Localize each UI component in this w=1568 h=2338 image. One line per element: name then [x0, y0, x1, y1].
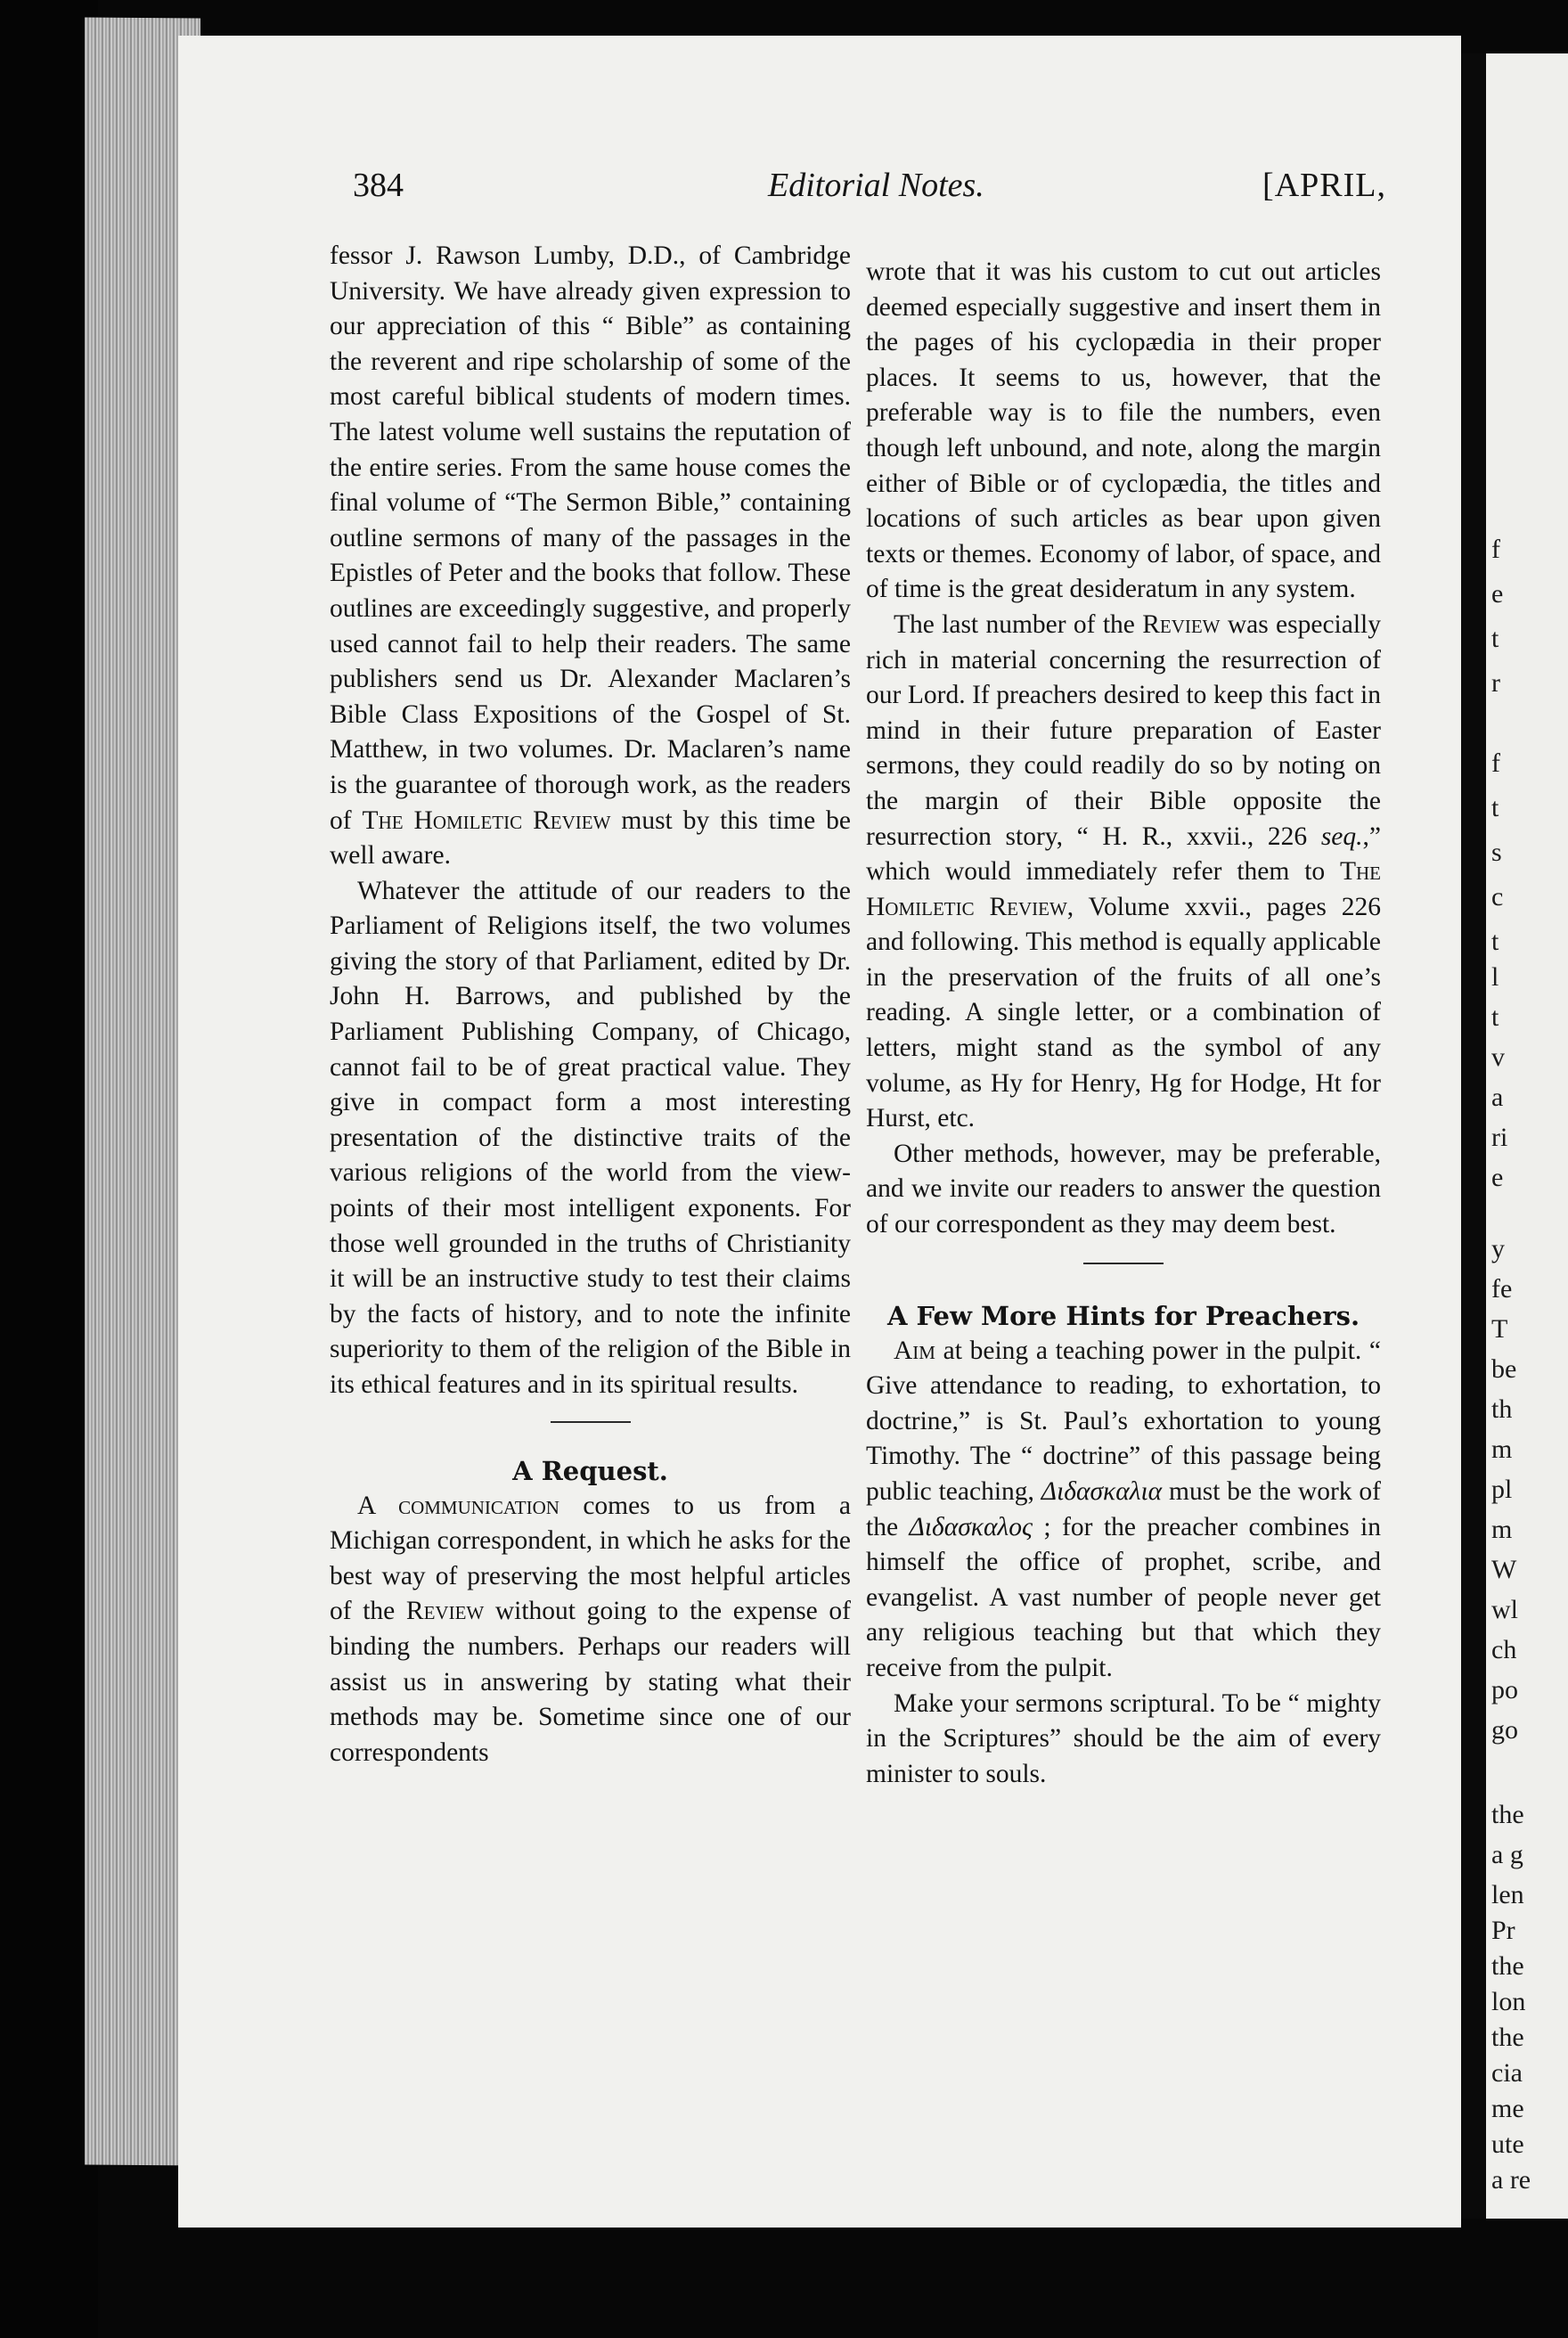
- facing-page-fragment: y: [1491, 1234, 1505, 1263]
- facing-page-fragment: fe: [1491, 1274, 1513, 1304]
- facing-page-fragment: be: [1491, 1354, 1517, 1384]
- section-divider: [551, 1421, 631, 1423]
- facing-page-fragment: a: [1491, 1083, 1504, 1112]
- journal-name: Review: [405, 1597, 485, 1626]
- paragraph: Aim at being a teaching power in the pulpit. “ Give attendance to reading, to exhortation, to doctrine,” is St. Paul’s exhortation to young Timothy. The “ doctrine” of this passage being public teaching, Διδασκαλια must be the work of the Διδασκαλος ; for the preacher combines in himself the office of prophet, scribe, and evangelist. A vast number of people never get any religious teaching but that which they receive from the pulpit.: [866, 1336, 1381, 1682]
- paragraph: fessor J. Rawson Lumby, D.D., of Cambridge University. We have already given expression to our appreciation of this “ Bible” as containing the reverent and ripe scholarship of some of the most careful biblical students of modern times. The latest volume well sustains the reputation of the entire series. From the same house comes the final volume of “The Sermon Bible,” containing outline sermons of many of the passages in the Epistles of Peter and the books that follow. These outlines are exceedingly suggestive, and properly used cannot fail to help their readers. The same publishers send us Dr. Alexander Maclaren’s Bible Class Expositions of the Gospel of St. Matthew, in two volumes. Dr. Maclaren’s name is the guarantee of thorough work, as the readers of The Homiletic Review must by this time be well aware.: [330, 241, 851, 871]
- journal-name: Review: [1142, 609, 1221, 639]
- facing-page-fragment: t: [1491, 927, 1499, 956]
- facing-page-fragment: T: [1491, 1314, 1508, 1344]
- greek-word: Διδασκαλια: [1041, 1477, 1163, 1506]
- paragraph: A communication comes to us from a Michigan correspondent, in which he asks for the best way of preserving the most helpful articles of the Review without going to the expense of binding the numbers. Perhaps our readers will assist us in answering by stating what their methods may be. Sometime since one of our correspondents: [330, 1491, 851, 1767]
- facing-page-fragment: m: [1491, 1515, 1513, 1544]
- facing-page-fragment: pl: [1491, 1475, 1513, 1504]
- facing-page-fragment: c: [1491, 882, 1504, 911]
- running-head: [353, 166, 1386, 210]
- section-divider: [1083, 1263, 1164, 1264]
- dark-background-left: [0, 0, 98, 2338]
- page-number: 384: [353, 167, 404, 204]
- facing-page-fragment: the: [1491, 1800, 1524, 1829]
- facing-page-fragment: ch: [1491, 1635, 1517, 1664]
- running-month: [APRIL,: [1262, 167, 1386, 204]
- paragraph: Other methods, however, may be preferable, and we invite our readers to answer the question of our correspondent as they may deem best.: [866, 1139, 1381, 1239]
- facing-page-fragment: a re: [1491, 2165, 1531, 2195]
- facing-page-fragment: ute: [1491, 2130, 1524, 2159]
- facing-page-fragment: the: [1491, 1951, 1524, 1981]
- facing-page-fragment: ri: [1491, 1123, 1508, 1152]
- facing-page-fragment: W: [1491, 1555, 1517, 1584]
- facing-page-fragment: po: [1491, 1675, 1518, 1704]
- facing-page-fragment: r: [1491, 668, 1500, 698]
- journal-name: The Homiletic Review: [362, 805, 611, 835]
- facing-page-fragment: e: [1491, 579, 1504, 609]
- paragraph: Make your sermons scriptural. To be “ mighty in the Scriptures” should be the aim of every minister to souls.: [866, 1688, 1381, 1788]
- facing-page-fragment: l: [1491, 962, 1499, 992]
- journal-name: The Homiletic Review: [866, 857, 1381, 921]
- facing-page-fragment: the: [1491, 2023, 1524, 2052]
- facing-page-fragment: me: [1491, 2094, 1524, 2123]
- facing-page-fragment: f: [1491, 535, 1500, 564]
- greek-word: Διδασκαλος: [909, 1512, 1033, 1541]
- paragraph: Whatever the attitude of our readers to the Parliament of Religions itself, the two volumes giving the story of that Parliament, edited by Dr. John H. Barrows, and published by the Parliament Publishing Company, of Chicago, cannot fail to be of great practical value. They give in compact form a most interesting presentation of the distinctive traits of the various religions of the world from the view-points of their most intelligent exponents. For those well grounded in the truths of Christianity it will be an instructive study to test their claims by the facts of history, and to note the infinite superiority to them of the religion of the Bible in its ethical features and in its spiritual results.: [330, 876, 851, 1399]
- running-title: Editorial Notes.: [768, 167, 984, 204]
- facing-page-fragment: m: [1491, 1435, 1513, 1464]
- facing-page-fragment: Pr: [1491, 1916, 1515, 1945]
- facing-page-fragment: s: [1491, 838, 1502, 867]
- facing-page-fragment: len: [1491, 1880, 1524, 1909]
- facing-page-fragment: f: [1491, 748, 1500, 778]
- lead-in: A communication: [356, 1491, 559, 1520]
- facing-page-fragment: a g: [1491, 1840, 1523, 1869]
- facing-page-fragment: go: [1491, 1715, 1518, 1745]
- abbreviation: seq.: [1320, 822, 1363, 851]
- section-heading: A Request.: [512, 1455, 668, 1486]
- book-gutter: [1461, 53, 1488, 2219]
- lead-in: Aim: [893, 1336, 935, 1365]
- facing-page-fragment: e: [1491, 1163, 1504, 1192]
- facing-page-fragment: wl: [1491, 1595, 1518, 1624]
- facing-page-fragment: th: [1491, 1394, 1513, 1424]
- facing-page-fragment: cia: [1491, 2058, 1523, 2088]
- left-column: [330, 239, 851, 1770]
- facing-page-fragment: lon: [1491, 1987, 1526, 2016]
- paragraph: wrote that it was his custom to cut out articles deemed especially suggestive and insert them in the pages of his cyclopædia in their proper places. It seems to us, however, that the preferable way is to file the numbers, even though left unbound, and note, along the margin either of Bible or of cyclopædia, the titles and locations of such articles as bear upon given texts or themes. Economy of labor, of space, and of time is the great desideratum in any system.: [866, 258, 1381, 604]
- facing-page-fragment: t: [1491, 793, 1499, 822]
- paragraph: The last number of the Review was especially rich in material concerning the resurrection of our Lord. If preachers desired to keep this fact in mind in their future preparation of Easter sermons, they could readily do so by noting on the margin of their Bible opposite the resurrection story, “ H. R., xxvii., 226 seq.,” which would immediately refer them to The Homiletic Review, Volume xxvii., pages 226 and following. This method is equally applicable in the preservation of the fruits of all one’s reading. A single letter, or a combination of letters, might stand as the symbol of any volume, as Hy for Henry, Hg for Hodge, Ht for Hurst, etc.: [866, 609, 1381, 1133]
- right-column: [866, 255, 1381, 1792]
- section-heading: A Few More Hints for Preachers.: [886, 1300, 1360, 1331]
- facing-page-fragment: v: [1491, 1042, 1505, 1072]
- facing-page-fragment: t: [1491, 1002, 1499, 1032]
- facing-page-fragment: t: [1491, 624, 1499, 653]
